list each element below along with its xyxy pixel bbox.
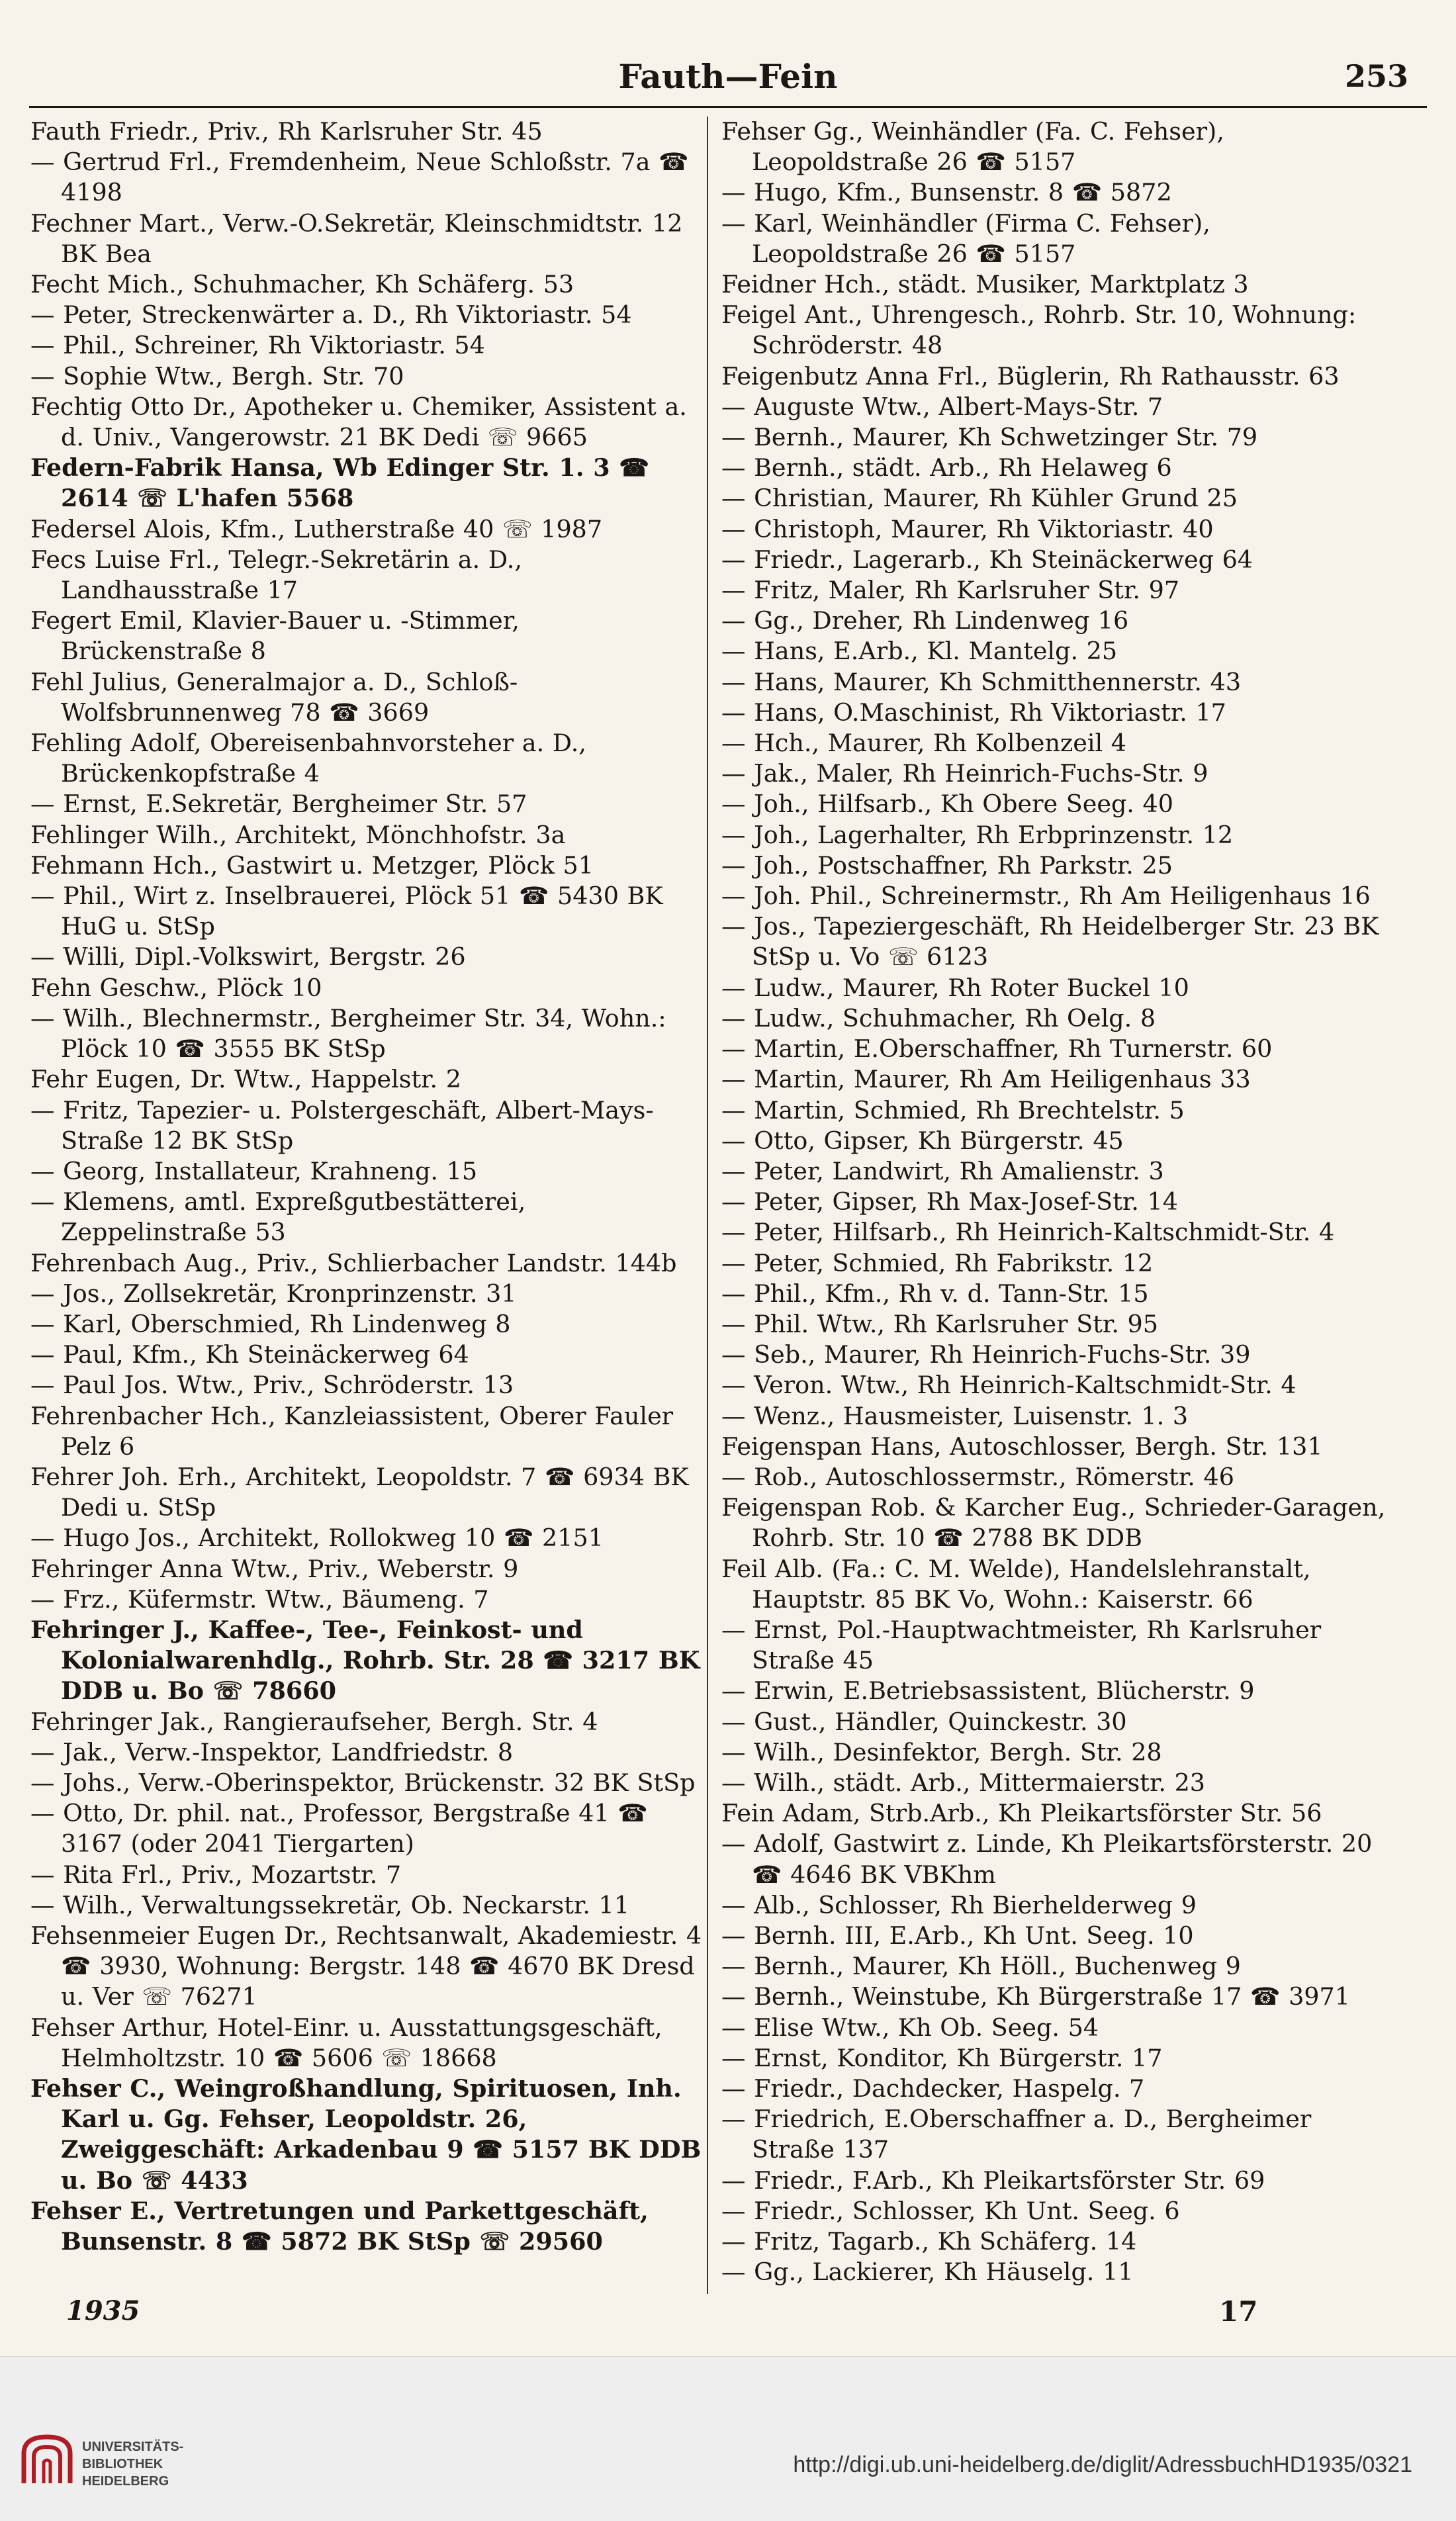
directory-entry: — Bernh., Weinstube, Kh Bürgerstraße 17 ☎ 3971 [721,1982,1350,2011]
directory-entry: Federn-Fabrik Hansa, Wb Edinger Str. 1. 3 ☎ 2614 ☏ L'hafen 5568 [30,453,649,513]
directory-entry: — Jos., Zollsekretär, Kronprinzenstr. 31 [30,1279,517,1308]
directory-entry: — Ludw., Maurer, Rh Roter Buckel 10 [721,973,1189,1002]
directory-entry: — Gust., Händler, Quinckestr. 30 [721,1707,1127,1736]
directory-entry: Fein Adam, Strb.Arb., Kh Pleikartsförster Str. 56 [721,1799,1322,1828]
directory-entry: — Wenz., Hausmeister, Luisenstr. 1. 3 [721,1401,1189,1430]
directory-entry: — Paul, Kfm., Kh Steinäckerweg 64 [30,1340,469,1369]
directory-entry: — Willi, Dipl.-Volkswirt, Bergstr. 26 [30,942,466,972]
directory-entry: — Wilh., Blechnermstr., Bergheimer Str. 34, Wohn.: Plöck 10 ☎ 3555 BK StSp [30,1003,666,1064]
directory-entry: — Adolf, Gastwirt z. Linde, Kh Pleikartsförsterstr. 20 ☎ 4646 BK VBKhm [721,1829,1373,1889]
header-rule [29,106,1427,108]
directory-entry: Feigenbutz Anna Frl., Büglerin, Rh Rathausstr. 63 [721,361,1340,390]
directory-entry: — Fritz, Tagarb., Kh Schäferg. 14 [721,2227,1137,2256]
directory-entry: Fehser Gg., Weinhändler (Fa. C. Fehser), Leopoldstraße 26 ☎ 5157 [721,117,1224,177]
directory-entry: — Wilh., städt. Arb., Mittermaierstr. 23 [721,1768,1206,1797]
directory-entry: — Karl, Oberschmied, Rh Lindenweg 8 [30,1309,511,1338]
directory-entry: Fehling Adolf, Obereisenbahnvorsteher a. D., Brückenkopfstraße 4 [30,729,586,788]
directory-entry: Fehmann Hch., Gastwirt u. Metzger, Plöck 51 [30,850,594,880]
directory-entry: — Jak., Verw.-Inspektor, Landfriedstr. 8 [30,1737,514,1766]
directory-entry: — Wilh., Desinfektor, Bergh. Str. 28 [721,1737,1162,1766]
directory-entry: Fehrer Joh. Erh., Architekt, Leopoldstr. 7 ☎ 6934 BK Dedi u. StSp [30,1462,689,1522]
directory-entry: Fehn Geschw., Plöck 10 [30,973,322,1002]
directory-entry: — Friedr., Schlosser, Kh Unt. Seeg. 6 [721,2196,1180,2225]
directory-entry: — Hans, E.Arb., Kl. Mantelg. 25 [721,637,1118,666]
directory-entry: — Bernh., Maurer, Kh Schwetzinger Str. 79 [721,423,1258,452]
page-number: 253 [1344,58,1408,94]
directory-entry: — Friedr., Lagerarb., Kh Steinäckerweg 64 [721,545,1253,574]
directory-entry: — Joh. Phil., Schreinermstr., Rh Am Heiligenhaus 16 [721,882,1371,911]
directory-entry: — Fritz, Tapezier- u. Polstergeschäft, Albert-Mays-Straße 12 BK StSp [30,1095,654,1155]
directory-entry: — Gg., Dreher, Rh Lindenweg 16 [721,606,1129,635]
directory-entry: — Jos., Tapeziergeschäft, Rh Heidelberger Str. 23 BK StSp u. Vo ☏ 6123 [721,912,1379,972]
directory-entry: — Martin, E.Oberschaffner, Rh Turnerstr. 60 [721,1034,1273,1064]
directory-entry: Fehringer Jak., Rangieraufseher, Bergh. Str. 4 [30,1707,598,1736]
directory-entry: — Martin, Maurer, Rh Am Heiligenhaus 33 [721,1065,1251,1094]
directory-entry: Fecs Luise Frl., Telegr.-Sekretärin a. D., Landhausstraße 17 [30,545,523,605]
left-column [30,116,704,2257]
directory-entry: — Joh., Lagerhalter, Rh Erbprinzenstr. 12 [721,820,1234,849]
library-name-line: UNIVERSITÄTS- [82,2440,184,2454]
directory-entry: — Ernst, Pol.-Hauptwachtmeister, Rh Karlsruher Straße 45 [721,1615,1322,1675]
directory-entry: — Sophie Wtw., Bergh. Str. 70 [30,361,404,390]
footer-year: 1935 [66,2295,140,2326]
directory-entry: — Christoph, Maurer, Rh Viktoriastr. 40 [721,514,1214,543]
directory-entry: — Friedr., Dachdecker, Haspelg. 7 [721,2074,1145,2103]
directory-entry: — Auguste Wtw., Albert-Mays-Str. 7 [721,392,1163,421]
directory-entry: — Bernh. III, E.Arb., Kh Unt. Seeg. 10 [721,1921,1194,1950]
directory-entry: — Erwin, E.Betriebsassistent, Blücherstr. 9 [721,1676,1255,1706]
footer-signature: 17 [1219,2295,1258,2328]
directory-entry: — Fritz, Maler, Rh Karlsruher Str. 97 [721,576,1180,605]
directory-entry: — Seb., Maurer, Rh Heinrich-Fuchs-Str. 39 [721,1340,1251,1369]
directory-entry: — Elise Wtw., Kh Ob. Seeg. 54 [721,2013,1099,2042]
directory-entry: — Ludw., Schuhmacher, Rh Oelg. 8 [721,1003,1156,1032]
directory-entry: — Ernst, E.Sekretär, Bergheimer Str. 57 [30,790,527,819]
directory-entry: — Hans, O.Maschinist, Rh Viktoriastr. 17 [721,698,1226,727]
directory-entry: — Hugo, Kfm., Bunsenstr. 8 ☎ 5872 [721,178,1172,207]
directory-entry: Fehser E., Vertretungen und Parkettgeschäft, Bunsenstr. 8 ☎ 5872 BK StSp ☏ 29560 [30,2196,649,2256]
directory-entry: Fechner Mart., Verw.-O.Sekretär, Kleinschmidtstr. 12 BK Bea [30,208,683,268]
directory-entry: — Johs., Verw.-Oberinspektor, Brückenstr. 32 BK StSp [30,1768,696,1797]
library-name-line: BIBLIOTHEK [82,2457,163,2471]
directory-entry: Fehringer J., Kaffee-, Tee-, Feinkost- und Kolonialwarenhdlg., Rohrb. Str. 28 ☎ 3217 BK DDB u. Bo ☏ 78660 [30,1615,700,1706]
directory-entry: — Peter, Landwirt, Rh Amalienstr. 3 [721,1156,1164,1185]
directory-entry: — Bernh., städt. Arb., Rh Helaweg 6 [721,453,1172,482]
directory-entry: — Peter, Hilfsarb., Rh Heinrich-Kaltschmidt-Str. 4 [721,1218,1335,1247]
library-logo-icon[interactable] [17,2430,77,2490]
directory-entry: — Christian, Maurer, Rh Kühler Grund 25 [721,484,1238,513]
directory-entry: Feigel Ant., Uhrengesch., Rohrb. Str. 10, Wohnung: Schröderstr. 48 [721,300,1357,360]
directory-entry: — Frz., Küfermstr. Wtw., Bäumeng. 7 [30,1584,489,1614]
directory-entry: Fehser Arthur, Hotel-Einr. u. Ausstattungsgeschäft, Helmholtzstr. 10 ☎ 5606 ☏ 18668 [30,2013,662,2072]
directory-entry: Feigenspan Rob. & Karcher Eug., Schrieder-Garagen, Rohrb. Str. 10 ☎ 2788 BK DDB [721,1493,1386,1553]
directory-entry: Federsel Alois, Kfm., Lutherstraße 40 ☏ 1987 [30,514,603,543]
directory-entry: Fehrenbach Aug., Priv., Schlierbacher Landstr. 144b [30,1248,677,1277]
directory-entry: — Phil., Schreiner, Rh Viktoriastr. 54 [30,331,485,360]
directory-entry: Fauth Friedr., Priv., Rh Karlsruher Str. 45 [30,117,543,146]
right-column [721,116,1395,2287]
directory-entry: — Klemens, amtl. Expreßgutbestätterei, Zeppelinstraße 53 [30,1187,526,1247]
directory-entry: — Hans, Maurer, Kh Schmitthennerstr. 43 [721,667,1242,696]
viewer-footer-bar [0,2356,1456,2521]
directory-entry: — Karl, Weinhändler (Firma C. Fehser), Leopoldstraße 26 ☎ 5157 [721,208,1210,268]
directory-entry: — Otto, Dr. phil. nat., Professor, Bergstraße 41 ☎ 3167 (oder 2041 Tiergarten) [30,1799,648,1858]
directory-entry: Fehrenbacher Hch., Kanzleiassistent, Oberer Fauler Pelz 6 [30,1401,674,1461]
directory-entry: — Friedrich, E.Oberschaffner a. D., Bergheimer Straße 137 [721,2105,1312,2164]
directory-entry: — Ernst, Konditor, Kh Bürgerstr. 17 [721,2043,1163,2072]
directory-entry: — Paul Jos. Wtw., Priv., Schröderstr. 13 [30,1371,514,1400]
directory-entry: Fehr Eugen, Dr. Wtw., Happelstr. 2 [30,1065,461,1094]
directory-entry: — Gg., Lackierer, Kh Häuselg. 11 [721,2258,1134,2287]
directory-entry: — Hugo Jos., Architekt, Rollokweg 10 ☎ 2151 [30,1524,604,1553]
column-divider [707,116,708,2294]
directory-entry: Feidner Hch., städt. Musiker, Marktplatz 3 [721,270,1249,299]
directory-entry: — Peter, Schmied, Rh Fabrikstr. 12 [721,1248,1154,1277]
directory-entry: Fehl Julius, Generalmajor a. D., Schloß-Wolfsbrunnenweg 78 ☎ 3669 [30,667,518,727]
directory-entry: — Otto, Gipser, Kh Bürgerstr. 45 [721,1126,1124,1155]
directory-entry: — Hch., Maurer, Rh Kolbenzeil 4 [721,729,1127,758]
directory-entry: — Jak., Maler, Rh Heinrich-Fuchs-Str. 9 [721,759,1208,788]
directory-entry: — Martin, Schmied, Rh Brechtelstr. 5 [721,1095,1185,1124]
directory-entry: — Bernh., Maurer, Kh Höll., Buchenweg 9 [721,1952,1241,1981]
directory-entry: Feil Alb. (Fa.: C. M. Welde), Handelslehranstalt, Hauptstr. 85 BK Vo, Wohn.: Kaiserstr. 66 [721,1554,1311,1614]
directory-entry: — Rita Frl., Priv., Mozartstr. 7 [30,1860,402,1889]
permalink-url[interactable]: http://digi.ub.uni-heidelberg.de/diglit/AdressbuchHD1935/0321 [793,2452,1412,2477]
directory-entry: — Peter, Streckenwärter a. D., Rh Viktoriastr. 54 [30,300,632,330]
directory-entry: — Georg, Installateur, Krahneng. 15 [30,1156,478,1185]
directory-entry: — Phil., Kfm., Rh v. d. Tann-Str. 15 [721,1279,1149,1308]
directory-entry: Fehlinger Wilh., Architekt, Mönchhofstr. 3a [30,820,566,849]
directory-entry: — Rob., Autoschlossermstr., Römerstr. 46 [721,1462,1234,1491]
directory-entry: — Joh., Postschaffner, Rh Parkstr. 25 [721,850,1173,880]
library-name-line: HEIDELBERG [82,2474,169,2489]
directory-entry: Fehsenmeier Eugen Dr., Rechtsanwalt, Akademiestr. 4 ☎ 3930, Wohnung: Bergstr. 148 ☎ 4670 BK Dresd u. Ver ☏ 76271 [30,1921,702,2011]
directory-entry: Fecht Mich., Schuhmacher, Kh Schäferg. 53 [30,270,574,299]
directory-entry: Fechtig Otto Dr., Apotheker u. Chemiker, Assistent a. d. Univ., Vangerowstr. 21 BK Dedi ☏ 9665 [30,392,687,452]
library-name [82,2438,183,2490]
directory-entry: Fehringer Anna Wtw., Priv., Weberstr. 9 [30,1554,519,1583]
directory-entry: Fehser C., Weingroßhandlung, Spirituosen, Inh. Karl u. Gg. Fehser, Leopoldstr. 26, Zweiggeschäft: Arkadenbau 9 ☎ 5157 BK DDB u. Bo ☏ 4433 [30,2074,702,2195]
directory-entry: Fegert Emil, Klavier-Bauer u. -Stimmer, Brückenstraße 8 [30,606,520,666]
directory-entry: Feigenspan Hans, Autoschlosser, Bergh. Str. 131 [721,1432,1323,1461]
directory-entry: — Peter, Gipser, Rh Max-Josef-Str. 14 [721,1187,1178,1216]
directory-entry: — Alb., Schlosser, Rh Bierhelderweg 9 [721,1890,1197,1919]
directory-entry: — Phil. Wtw., Rh Karlsruher Str. 95 [721,1309,1158,1338]
directory-entry: — Joh., Hilfsarb., Kh Obere Seeg. 40 [721,790,1173,819]
directory-entry: — Phil., Wirt z. Inselbrauerei, Plöck 51 ☎ 5430 BK HuG u. StSp [30,882,663,941]
directory-entry: — Friedr., F.Arb., Kh Pleikartsförster Str. 69 [721,2166,1265,2195]
page-title: Fauth—Fein [618,57,838,96]
directory-entry: — Veron. Wtw., Rh Heinrich-Kaltschmidt-Str. 4 [721,1371,1297,1400]
directory-entry: — Gertrud Frl., Fremdenheim, Neue Schloßstr. 7a ☎ 4198 [30,148,689,207]
directory-entry: — Wilh., Verwaltungssekretär, Ob. Neckarstr. 11 [30,1890,630,1919]
